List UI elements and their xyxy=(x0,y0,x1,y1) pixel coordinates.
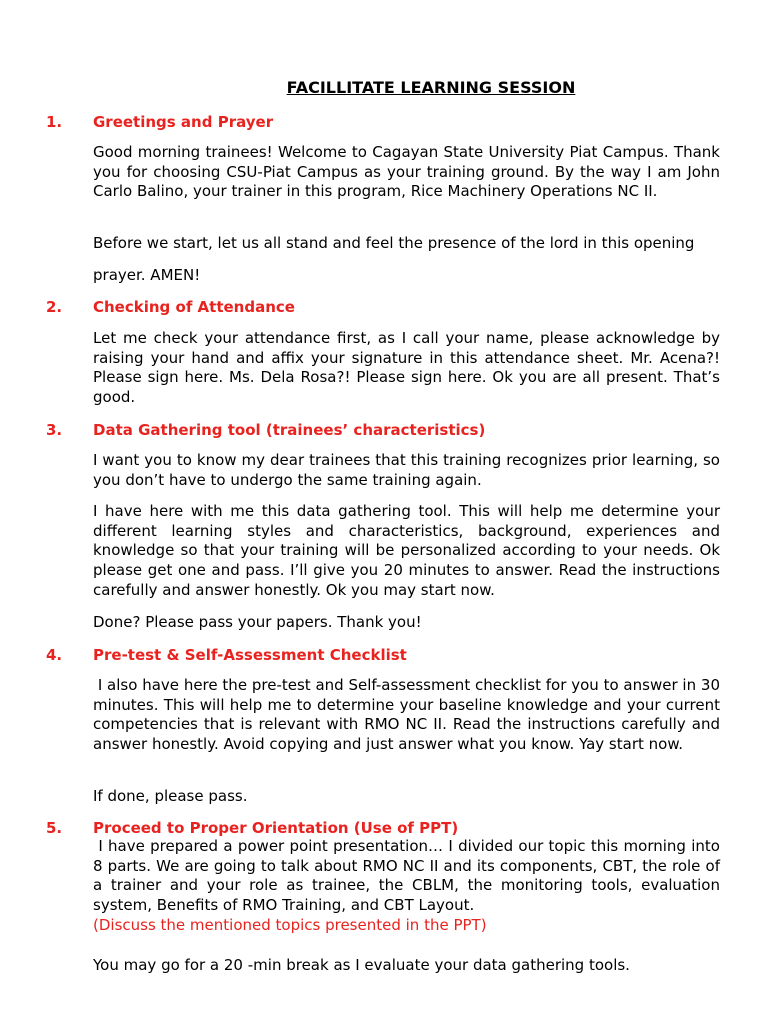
section-heading-text: Pre-test & Self-Assessment Checklist xyxy=(93,646,407,664)
section-3-heading xyxy=(46,420,485,440)
section-number: 4. xyxy=(46,646,63,664)
section-number: 5. xyxy=(46,819,63,837)
section-number: 1. xyxy=(46,113,63,131)
paragraph: I want you to know my dear trainees that this training recognizes prior learning, so you don’t have to undergo the same training again. xyxy=(93,451,720,489)
paragraph: I have here with me this data gathering tool. This will help me determine your different learning styles and characteristics, background, experiences and knowledge so that your training will be personalized according to your needs. Ok please get one and pass. I’ll give you 20 minutes to answer. Read the instructions carefully and answer honestly. Ok you may start now. xyxy=(93,502,720,599)
paragraph: Good morning trainees! Welcome to Cagayan State University Piat Campus. Thank you for choosing CSU-Piat Campus as your training ground. By the way I am John Carlo Balino, your trainer in this program, Rice Machinery Operations NC II. xyxy=(93,143,720,201)
section-heading-text: Checking of Attendance xyxy=(93,298,295,316)
section-heading-text: Proceed to Proper Orientation (Use of PPT) xyxy=(93,819,459,837)
section-number: 2. xyxy=(46,298,63,316)
document-title: FACILLITATE LEARNING SESSION xyxy=(286,78,576,97)
section-number: 3. xyxy=(46,421,63,439)
discussion-note: (Discuss the mentioned topics presented in the PPT) xyxy=(93,916,487,934)
section-2-heading xyxy=(46,297,295,317)
section-4-heading xyxy=(46,645,407,665)
section-heading-text: Data Gathering tool (trainees’ characteristics) xyxy=(93,421,486,439)
paragraph: I also have here the pre-test and Self-assessment checklist for you to answer in 30 minutes. This will help me to determine your baseline knowledge and your current competencies that is relevant with RMO NC II. Read the instructions carefully and answer honestly. Avoid copying and just answer what you know. Yay start now. xyxy=(93,676,725,754)
paragraph: Before we start, let us all stand and feel the presence of the lord in this opening xyxy=(93,234,695,252)
section-5-heading xyxy=(46,818,458,838)
paragraph: I have prepared a power point presentation… I divided our topic this morning into 8 parts. We are going to talk about RMO NC II and its components, CBT, the role of a trainer and your role as trainee, the CBLM, the monitoring tools, evaluation system, Benefits of RMO Training, and CBT Layout. xyxy=(93,837,725,915)
paragraph: Let me check your attendance first, as I call your name, please acknowledge by raising your hand and affix your signature in this attendance sheet. Mr. Acena?! Please sign here. Ms. Dela Rosa?! Please sign here. Ok you are all present. That’s good. xyxy=(93,329,720,407)
paragraph: If done, please pass. xyxy=(93,787,248,805)
paragraph: Done? Please pass your papers. Thank you! xyxy=(93,613,422,631)
section-heading-text: Greetings and Prayer xyxy=(93,113,274,131)
paragraph: prayer. AMEN! xyxy=(93,266,201,284)
section-1-heading xyxy=(46,112,273,132)
paragraph: You may go for a 20 -min break as I evaluate your data gathering tools. xyxy=(93,956,630,974)
